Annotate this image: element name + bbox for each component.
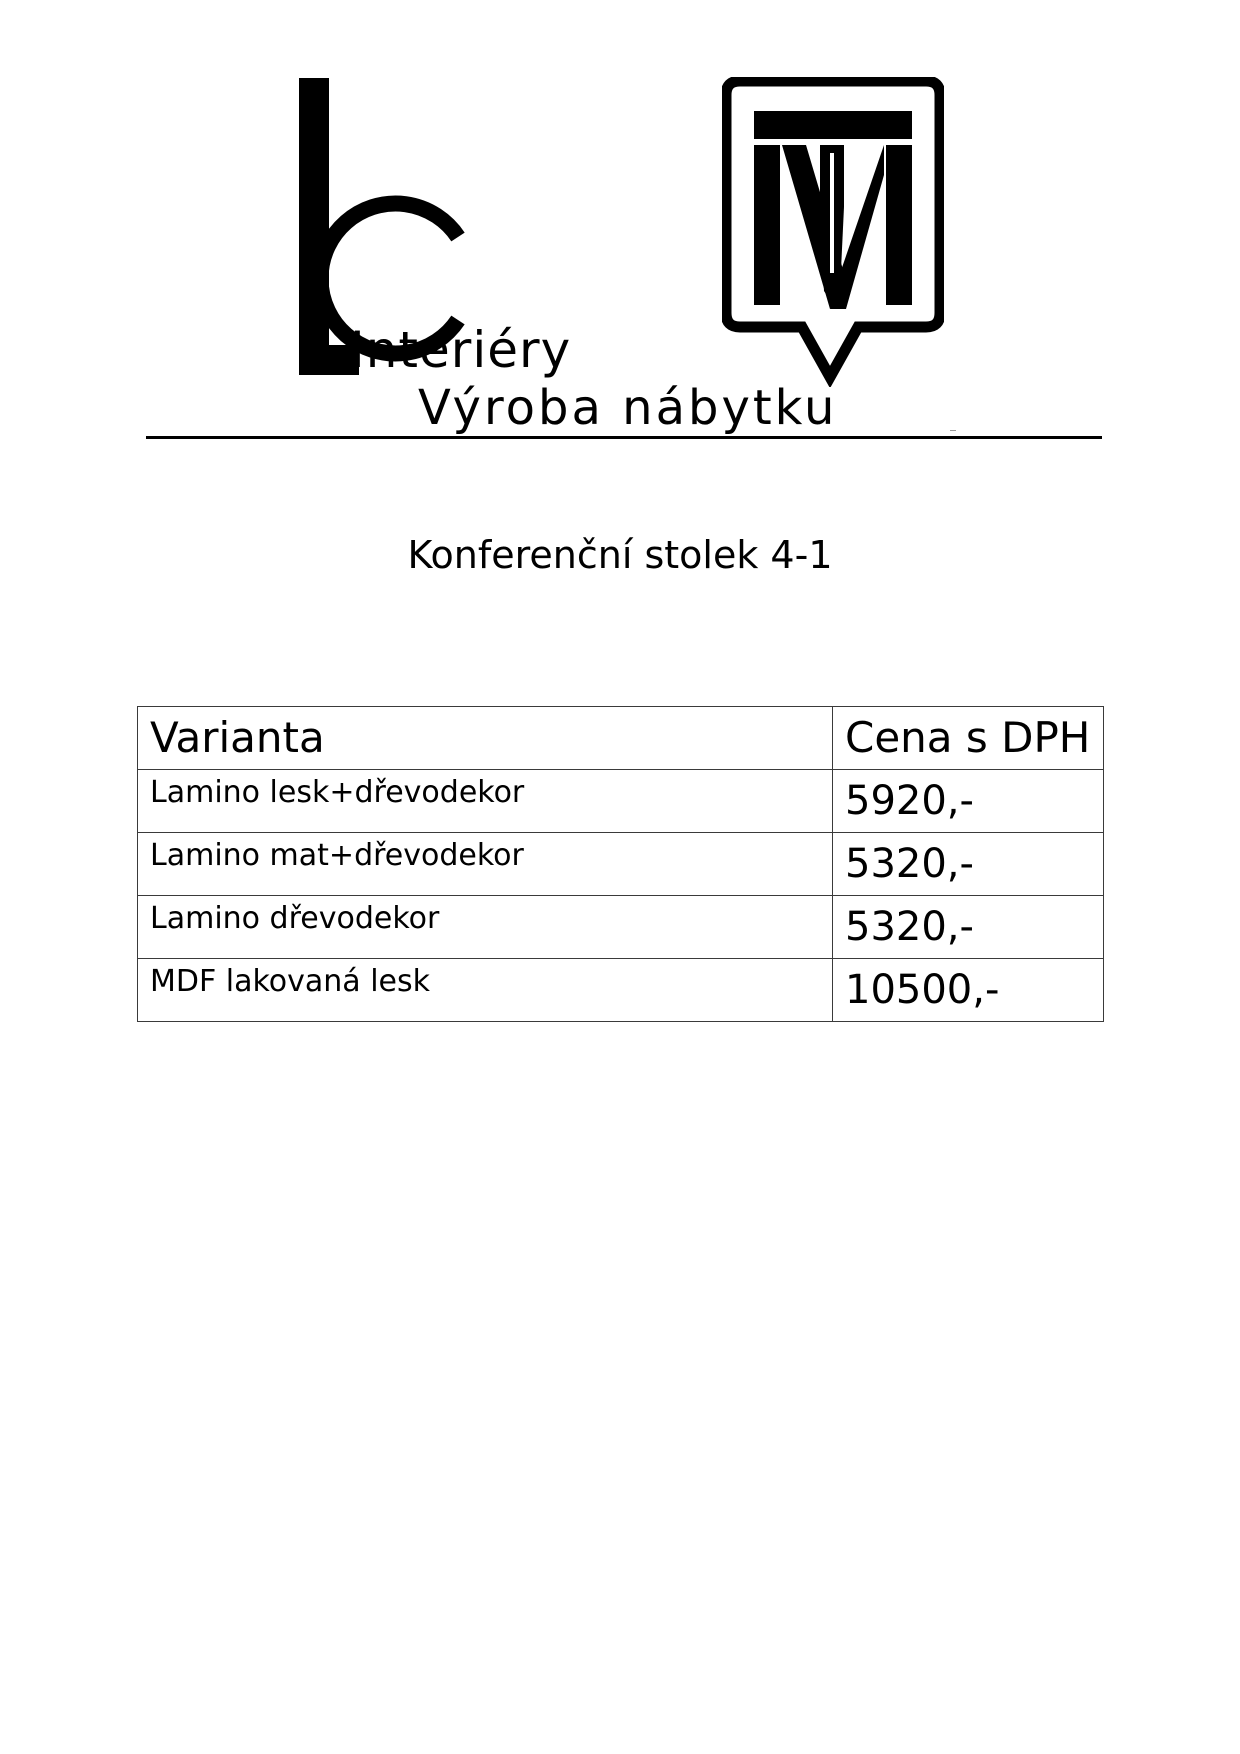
lc-logo-word-vyroba-nabytku: Výroba nábytku [418,380,838,436]
variant-cell: Lamino dřevodekor [138,896,833,959]
table-row [138,959,1104,1022]
column-header-variant: Varianta [138,707,833,770]
price-cell: 5920,- [833,770,1104,833]
header-divider [146,436,1102,439]
table-row [138,770,1104,833]
tm-logo [722,77,944,387]
price-table [137,706,1104,1022]
variant-cell: Lamino mat+dřevodekor [138,833,833,896]
table-header-row [138,707,1104,770]
price-cell: 10500,- [833,959,1104,1022]
variant-cell: MDF lakovaná lesk [138,959,833,1022]
table-row [138,896,1104,959]
tm-monogram-graphic [722,77,944,387]
price-cell: 5320,- [833,896,1104,959]
column-header-price: Cena s DPH [833,707,1104,770]
variant-cell: Lamino lesk+dřevodekor [138,770,833,833]
price-cell: 5320,- [833,833,1104,896]
document-title: Konferenční stolek 4-1 [407,533,833,577]
header-divider-speck [950,430,956,431]
lc-logo-word-interiery: Interiéry [350,321,572,379]
table-row [138,833,1104,896]
